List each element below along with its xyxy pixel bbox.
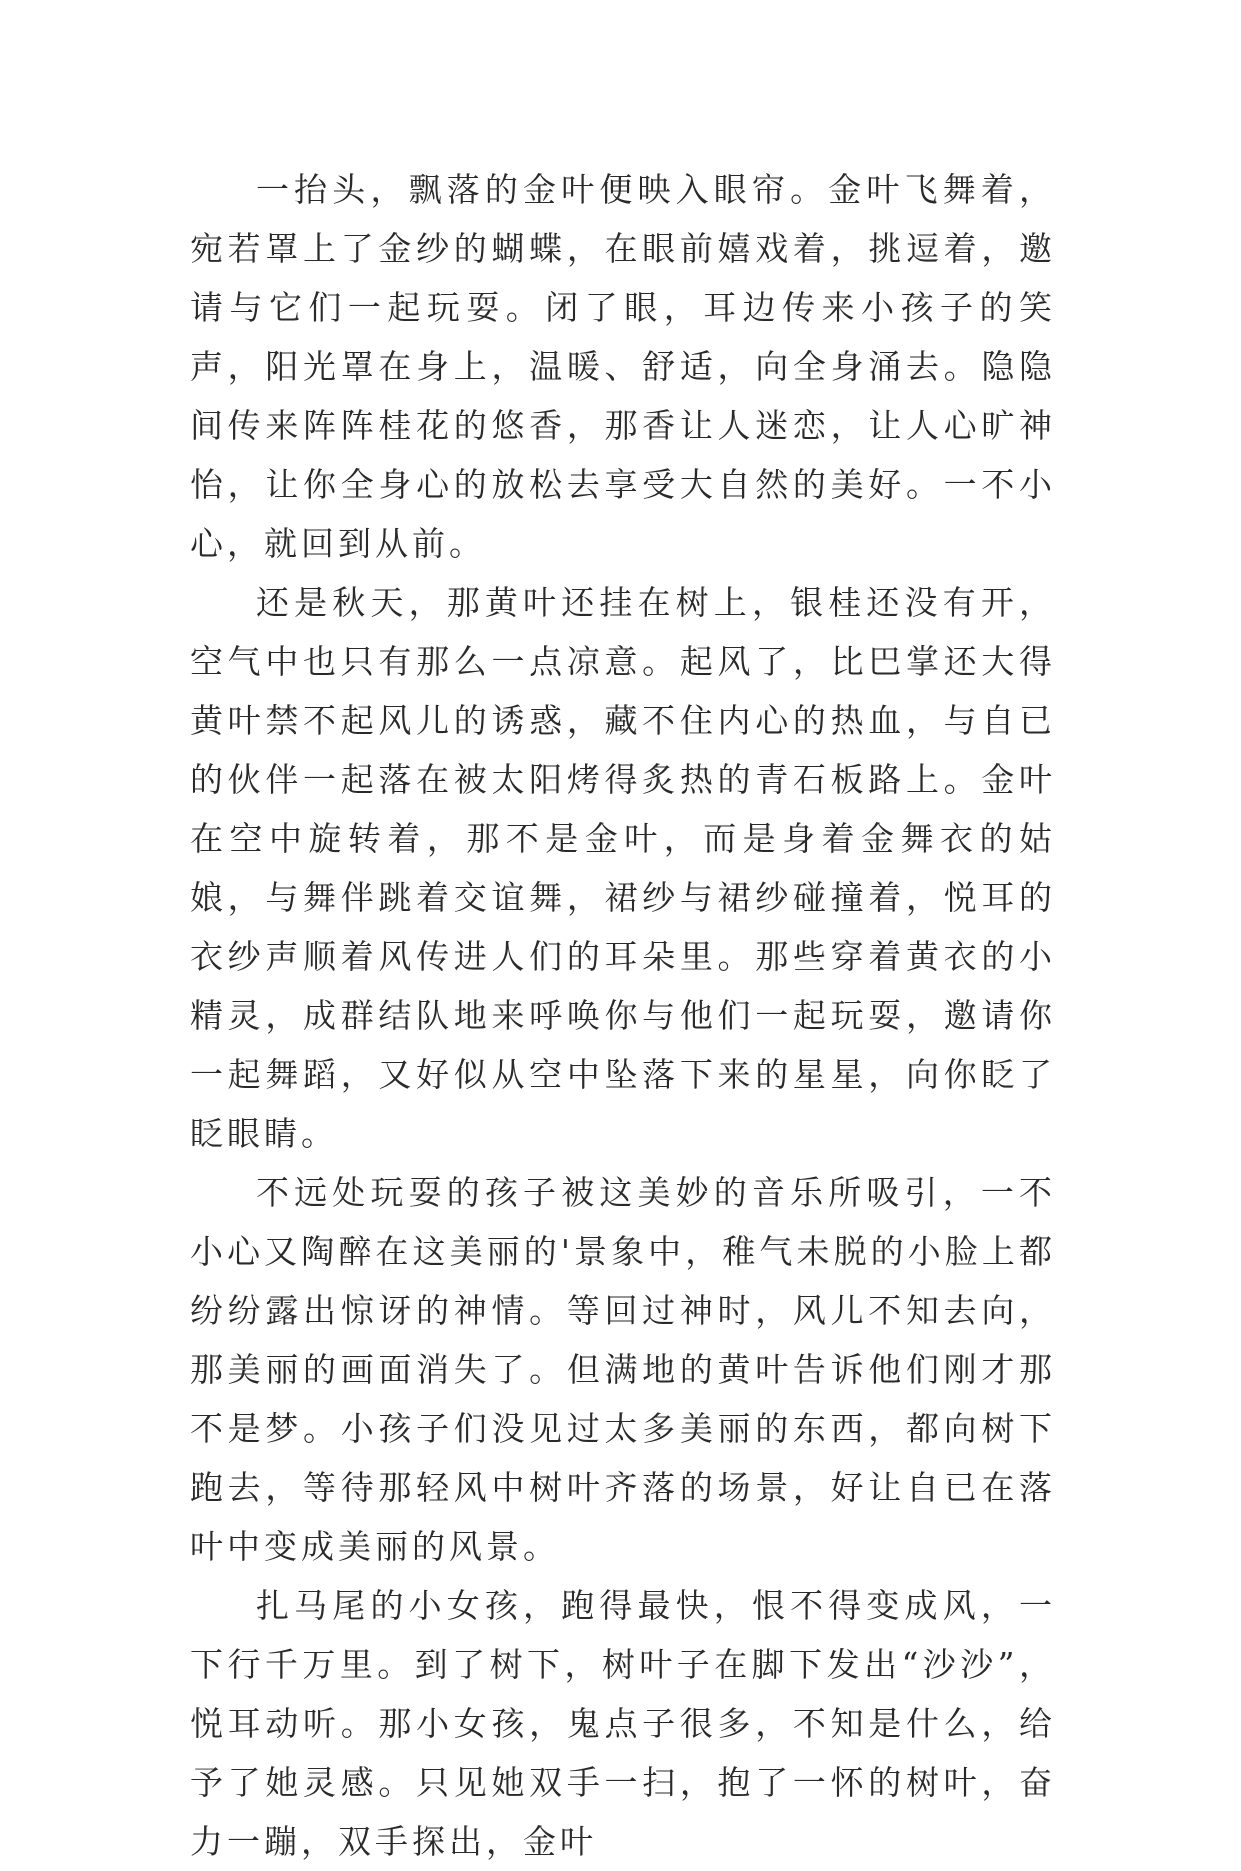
paragraph-2: 还是秋天，那黄叶还挂在树上，银桂还没有开，空气中也只有那么一点凉意。起风了，比巴掌还大得黄叶禁不起风儿的诱惑，藏不住内心的热血，与自已的伙伴一起落在被太阳烤得炙热的青石板路上。金叶在空中旋转着，那不是金叶，而是身着金舞衣的姑娘，与舞伴跳着交谊舞，裙纱与裙纱碰撞着，悦耳的衣纱声顺着风传进人们的耳朵里。那些穿着黄衣的小精灵，成群结队地来呼唤你与他们一起玩耍，邀请你一起舞蹈，又好似从空中坠落下来的星星，向你眨了眨眼睛。 <box>190 583 1056 1153</box>
paragraph-3: 不远处玩耍的孩子被这美妙的音乐所吸引，一不小心又陶醉在这美丽的'景象中，稚气未脱的小脸上都纷纷露出惊讶的神情。等回过神时，风儿不知去向，那美丽的画面消失了。但满地的黄叶告诉他们刚才那不是梦。小孩子们没见过太多美丽的东西，都向树下跑去，等待那轻风中树叶齐落的场景，好让自已在落叶中变成美丽的风景。 <box>190 1173 1056 1566</box>
paragraph-1: 一抬头，飘落的金叶便映入眼帘。金叶飞舞着，宛若罩上了金纱的蝴蝶，在眼前嬉戏着，挑逗着，邀请与它们一起玩耍。闭了眼，耳边传来小孩子的笑声，阳光罩在身上，温暖、舒适，向全身涌去。隐隐间传来阵阵桂花的悠香，那香让人迷恋，让人心旷神怡，让你全身心的放松去享受大自然的美好。一不小心，就回到从前。 <box>190 170 1056 563</box>
paragraph-4: 扎马尾的小女孩，跑得最快，恨不得变成风，一下行千万里。到了树下，树叶子在脚下发出“沙沙”，悦耳动听。那小女孩，鬼点子很多，不知是什么，给予了她灵感。只见她双手一扫，抱了一怀的树叶，奋力一蹦，双手探出，金叶 <box>190 1586 1056 1861</box>
document-page <box>190 160 1056 1861</box>
